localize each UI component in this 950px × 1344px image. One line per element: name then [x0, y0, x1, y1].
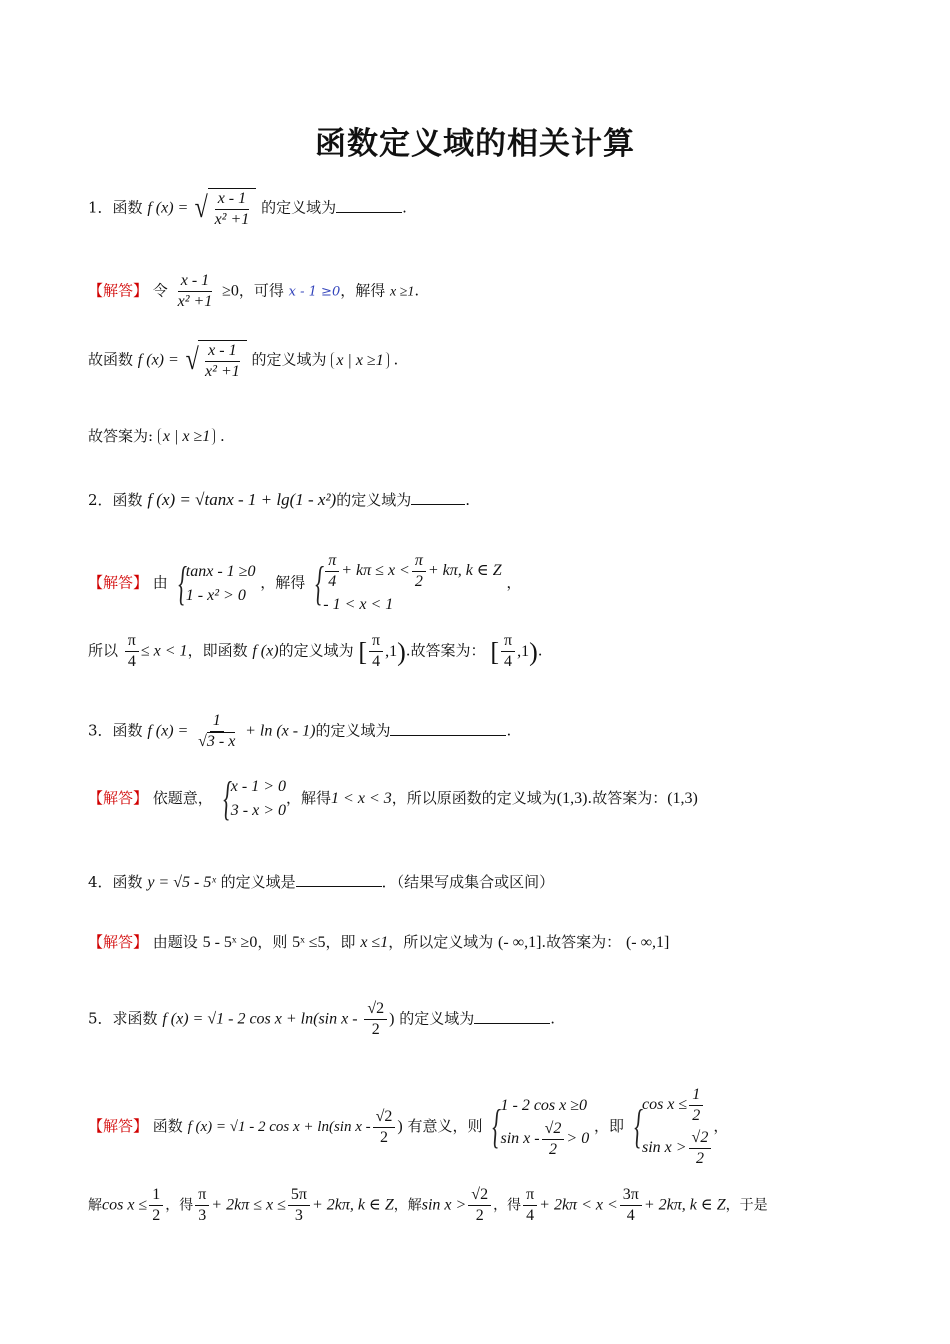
brace: {	[315, 556, 324, 610]
function-name: f (x)	[252, 642, 279, 660]
range-text: + 2kπ, k ∈ Z	[643, 1196, 726, 1214]
answer-label: 【解答】	[88, 281, 149, 300]
system-line: 3 - x > 0	[230, 802, 287, 819]
answer-2-line-1	[88, 552, 910, 615]
punctuation: ，	[506, 573, 522, 592]
answer-blank	[411, 490, 465, 505]
question-text: 的定义域是	[220, 873, 296, 891]
question-4	[88, 872, 910, 893]
answer-label: 【解答】	[88, 1117, 149, 1135]
denominator: 2	[475, 1207, 484, 1224]
denominator: 2	[414, 573, 423, 590]
denominator: 2	[549, 1140, 557, 1158]
text: .故答案为：	[587, 789, 668, 807]
punctuation: .	[550, 1009, 556, 1028]
punctuation: .	[220, 427, 225, 445]
text: 令	[152, 281, 168, 300]
numerator: 1	[689, 1086, 703, 1106]
function-name: f (x) =	[147, 722, 189, 740]
numerator: x - 1	[215, 190, 249, 210]
function-expression: f (x) = √tanx - 1 + lg(1 - x²)	[147, 490, 337, 509]
text: ，则	[257, 933, 288, 951]
interval-end: ,1	[517, 642, 530, 660]
brace: {	[634, 1100, 643, 1153]
solution-system	[629, 1086, 714, 1168]
sqrt-expression	[193, 188, 256, 229]
fraction	[202, 342, 243, 381]
numerator: 3π	[620, 1186, 642, 1206]
range-text: + 2kπ ≤ x ≤	[211, 1196, 286, 1214]
denominator: 2	[692, 1107, 701, 1124]
radical-sign: √	[194, 191, 208, 224]
denominator: 4	[328, 573, 337, 590]
function-expression: f (x) = √1 - 2 cos x + ln(sin x -	[162, 1010, 358, 1028]
question-text: 的定义域为	[399, 1009, 475, 1028]
numerator: √2	[542, 1120, 565, 1140]
condition: x ≤1	[360, 934, 389, 951]
numerator: 5π	[288, 1186, 310, 1206]
interval: [ $\frac{\pi}{4}$ ,1)	[490, 632, 538, 671]
function-expression: f (x) = √1 - 2 cos x + ln(sin x -	[187, 1119, 371, 1135]
solution-set: x | x ≥1	[158, 428, 215, 445]
punctuation: .	[506, 721, 512, 740]
text: 依题意，	[152, 789, 213, 807]
numerator: x - 1	[205, 342, 239, 362]
numerator: √2	[364, 1000, 387, 1020]
system-text: > 0	[566, 1129, 590, 1147]
question-5	[88, 1000, 910, 1039]
solution-system	[310, 552, 502, 615]
question-text: 的定义域为	[261, 198, 337, 217]
numerator: √2	[689, 1129, 712, 1149]
fraction	[175, 272, 216, 311]
question-number: 2．函数	[88, 491, 143, 509]
question-number: 4．函数	[88, 873, 143, 891]
question-number: 1．函数	[88, 198, 143, 217]
text: 的定义域为	[251, 350, 327, 369]
denominator: 2	[380, 1128, 388, 1146]
system-text: cos x ≤	[641, 1096, 688, 1114]
answer-5-line-2	[88, 1186, 910, 1225]
punctuation: .	[414, 281, 420, 300]
numerator: 1	[210, 712, 224, 732]
text: ，所以定义域为	[388, 933, 494, 951]
denominator: 4	[504, 653, 513, 671]
punctuation: .	[537, 641, 543, 660]
interval: (- ∞,1]	[498, 934, 542, 951]
question-text: ．（结果写成集合或区间）	[381, 873, 555, 891]
answer-blank	[296, 872, 382, 887]
log-term: + ln (x - 1)	[245, 722, 316, 740]
system-line: - 1 < x < 1	[323, 596, 394, 613]
condition: 5ˣ ≤5	[292, 934, 326, 951]
answer-blank	[336, 198, 402, 213]
punctuation: .	[393, 350, 399, 369]
question-text: 的定义域为	[315, 721, 391, 740]
paren: )	[397, 1118, 403, 1135]
brace: {	[177, 556, 187, 610]
paren: )	[389, 1010, 395, 1028]
condition: 5 - 5ˣ ≥0	[202, 934, 258, 951]
text: ，解得	[286, 789, 332, 807]
range-text: + 2kπ, k ∈ Z	[311, 1196, 394, 1214]
system-line: tanx - 1 ≥0	[185, 562, 256, 580]
answer-5-line-1	[88, 1086, 910, 1168]
numerator: x - 1	[178, 272, 212, 292]
denominator: 2	[371, 1021, 380, 1038]
numerator: π	[325, 552, 339, 572]
system-line: x - 1 > 0	[230, 778, 287, 795]
answer-label: 【解答】	[88, 933, 149, 951]
text: 由	[152, 573, 168, 592]
system-text: sin x >	[641, 1139, 687, 1157]
answer-blank	[390, 721, 506, 736]
text: 函数	[152, 1117, 183, 1135]
text: ，解得	[260, 573, 306, 592]
radical-sign: √	[185, 343, 199, 376]
answer-1-line-2	[88, 340, 910, 381]
function-name: f (x) =	[137, 351, 179, 369]
system-line: 1 - x² > 0	[185, 586, 246, 604]
numerator: π	[369, 632, 383, 652]
text: 的定义域为	[278, 641, 354, 660]
condition: sin x >	[421, 1196, 467, 1214]
interval: (- ∞,1]	[625, 934, 670, 951]
inequality: ≤ x < 1	[140, 642, 188, 660]
system-line: 1 - 2 cos x ≥0	[500, 1096, 588, 1114]
answer-label: 【解答】	[88, 789, 149, 807]
question-1	[88, 188, 910, 229]
answer-blank	[474, 1009, 550, 1024]
question-number: 3．函数	[88, 721, 143, 740]
punctuation: .	[402, 198, 407, 217]
denominator: √3 - x	[198, 733, 236, 750]
inequality-system	[487, 1096, 589, 1159]
text: ，于是	[725, 1197, 768, 1214]
text: 解	[88, 1197, 102, 1214]
sqrt-expression	[184, 340, 247, 381]
text: 故函数	[88, 350, 134, 369]
denominator: 4	[526, 1207, 535, 1224]
text: ，即	[593, 1117, 624, 1135]
text: ，解	[393, 1197, 422, 1214]
answer-2-line-2	[88, 632, 910, 671]
answer-1-line-3	[88, 426, 910, 447]
inequality-system	[173, 556, 256, 610]
interval: [ $\frac{\pi}{4}$ ,1)	[358, 632, 406, 671]
numerator: π	[523, 1186, 537, 1206]
text: 由题设	[152, 933, 198, 951]
inequality-system	[218, 772, 287, 825]
brace: {	[222, 772, 232, 825]
text: ，即	[325, 933, 356, 951]
brace: {	[492, 1100, 502, 1153]
denominator: x² +1	[214, 211, 250, 228]
answer-1-line-1	[88, 272, 910, 311]
text: 有意义，则	[407, 1117, 483, 1135]
answer-3	[88, 772, 910, 825]
fraction	[195, 712, 238, 751]
system-text: sin x -	[500, 1129, 540, 1147]
numerator: 1	[149, 1186, 163, 1206]
page-title: 函数定义域的相关计算	[315, 126, 635, 162]
numerator: √2	[468, 1186, 491, 1206]
fraction	[212, 190, 253, 229]
range-text: + 2kπ < x <	[539, 1196, 618, 1214]
text: 故答案为:	[88, 427, 154, 445]
question-2	[88, 490, 910, 510]
question-3	[88, 712, 910, 751]
text: ，可得	[238, 281, 284, 300]
interval: (1,3)	[667, 790, 698, 807]
answer-label: 【解答】	[88, 573, 149, 592]
solution-set: x | x ≥1	[331, 352, 388, 369]
numerator: π	[125, 632, 139, 652]
range: 1 < x < 3	[331, 790, 392, 807]
numerator: π	[195, 1186, 209, 1206]
denominator: 3	[294, 1207, 303, 1224]
text: ，所以原函数的定义域为	[391, 789, 557, 807]
result: x ≥1	[390, 284, 415, 300]
radicand: 3 - x	[206, 733, 236, 750]
text: ，得	[165, 1197, 194, 1214]
denominator: 2	[695, 1150, 704, 1167]
function-name: f (x) =	[147, 199, 189, 217]
function-expression: y = √5 - 5ˣ	[147, 874, 216, 891]
numerator: √2	[373, 1108, 396, 1128]
denominator: 3	[198, 1207, 207, 1224]
text: .故答案为：	[405, 641, 486, 660]
question-number: 5．求函数	[88, 1009, 158, 1028]
numerator: π	[412, 552, 426, 572]
denominator: x² +1	[205, 363, 240, 380]
text: ，即函数	[187, 641, 248, 660]
system-text: + kπ, k ∈ Z	[427, 562, 502, 580]
denominator: 4	[626, 1207, 635, 1224]
system-text: + kπ ≤ x <	[341, 562, 410, 580]
text: ，得	[493, 1197, 522, 1214]
denominator: 2	[152, 1207, 161, 1224]
text: ，解得	[340, 281, 386, 300]
condition: cos x ≤	[102, 1196, 148, 1214]
highlighted-condition: x - 1 ≥0	[288, 284, 341, 300]
text: .故答案为：	[541, 933, 622, 951]
punctuation: ，	[713, 1117, 729, 1135]
punctuation: .	[465, 491, 471, 509]
denominator: 4	[372, 653, 381, 671]
question-text: 的定义域为	[336, 491, 412, 509]
interval-end: ,1	[385, 642, 398, 660]
interval: (1,3)	[556, 790, 588, 807]
inequality: ≥0	[222, 282, 239, 300]
text: 所以	[88, 641, 119, 660]
denominator: 4	[127, 653, 136, 670]
denominator: x² +1	[177, 293, 213, 310]
numerator: π	[501, 632, 515, 652]
answer-4	[88, 932, 910, 953]
